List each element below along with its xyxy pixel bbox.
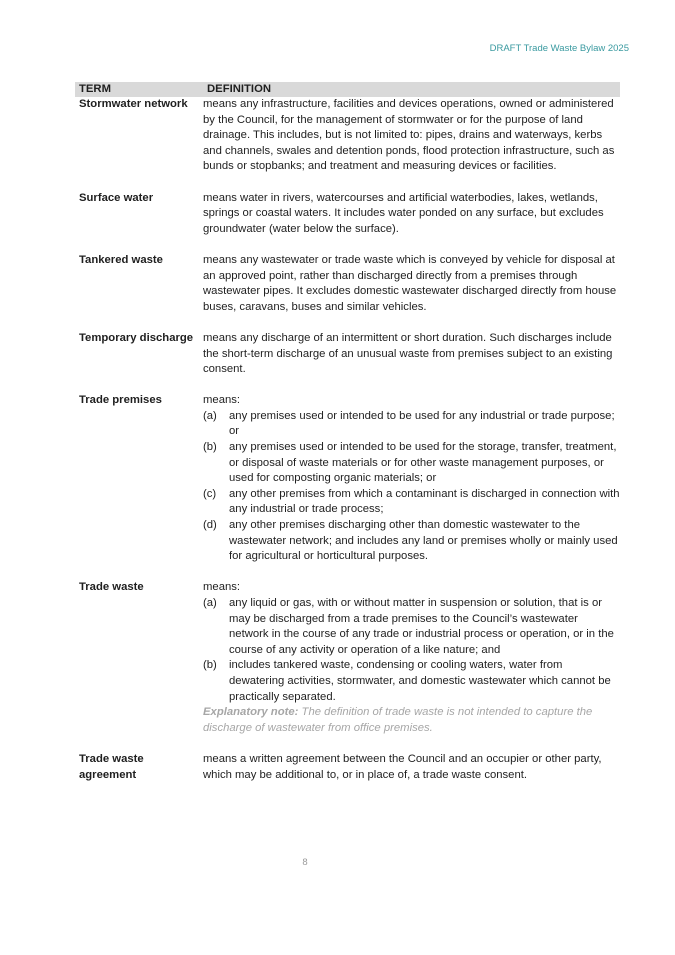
table-row (75, 253, 620, 315)
list-item-label: (b) (203, 659, 217, 672)
definition-cell (203, 580, 620, 736)
term-cell: Stormwater network (79, 98, 188, 110)
term-cell: Trade waste agreement (79, 752, 144, 781)
explanatory-note (203, 705, 620, 736)
list-item-text: any premises used or intended to be used for any industrial or trade purpose; or (229, 409, 615, 438)
column-header-term: TERM (79, 83, 112, 95)
definition-intro: means: (203, 394, 241, 407)
table-row (75, 752, 620, 783)
list-item (203, 596, 620, 658)
table-row (75, 331, 620, 378)
list-item-text: any premises used or intended to be used for the storage, transfer, treatment, or disposal of waste materials or for other waste management purposes, or used for composting organic materials; or (229, 441, 617, 485)
list-item (203, 409, 620, 440)
definition-intro: means: (203, 581, 241, 594)
document-header: DRAFT Trade Waste Bylaw 2025 (489, 43, 629, 54)
term-cell: Temporary discharge (79, 331, 194, 344)
list-item-text: any other premises from which a contaminant is discharged in connection with any industrial or trade process; (229, 487, 620, 516)
list-item-text: any other premises discharging other than domestic wastewater to the wastewater network; and includes any land or premises wholly or mainly used for agricultural or horticultural purposes. (229, 519, 618, 563)
list-item (203, 518, 620, 565)
table-row (75, 580, 620, 736)
table-row (75, 393, 620, 565)
column-header-definition: DEFINITION (207, 83, 272, 95)
definition-cell: means water in rivers, watercourses and artificial waterbodies, lakes, wetlands, springs or coastal waters. It includes water ponded on any surface, but excludes groundwater (water below the surface). (203, 191, 604, 235)
table-row (75, 191, 620, 238)
list-item-label: (a) (203, 409, 217, 422)
definition-cell: means any wastewater or trade waste which is conveyed by vehicle for disposal at an approved point, rather than discharged directly from a premises through wastewater pipes. It excludes domestic wastewater discharged directly from house buses, caravans, buses and similar vehicles. (203, 253, 617, 313)
definition-cell: means any discharge of an intermittent or short duration. Such discharges include the short-term discharge of an unusual waste from premises subject to an existing consent. (203, 331, 613, 376)
term-cell: Tankered waste (79, 253, 163, 266)
definition-cell: means a written agreement between the Council and an occupier or other party, which may be additional to, or in place of, a trade waste consent. (203, 752, 602, 781)
list-item-text: includes tankered waste, condensing or cooling waters, water from dewatering activities, stormwater, and domestic wastewater which cannot be practically separated. (229, 659, 611, 703)
definition-cell (203, 393, 620, 565)
table-header (75, 82, 620, 97)
definition-cell: means any infrastructure, facilities and devices operations, owned or administered by the Council, for the management of stormwater or for the purpose of land drainage. This includes, but is not limited to: pipes, drains and waterways, kerbs and channels, swales and detention ponds, flood protection infrastructure, such as bunds or stopbanks; and treatment and measuring devices or facilities. (203, 98, 615, 173)
list-item-label: (d) (203, 519, 217, 532)
list-item (203, 658, 620, 705)
list-item-text: any liquid or gas, with or without matter in suspension or solution, that is or may be discharged from a trade premises to the Council’s wastewater network in the course of any trade or industrial process or operation, or in the course of any activity or operation of a like nature; and (229, 597, 614, 656)
page-number: 8 (302, 857, 308, 868)
list-item-label: (b) (203, 441, 217, 454)
term-cell: Surface water (79, 191, 154, 204)
term-cell: Trade premises (79, 394, 162, 407)
term-cell: Trade waste (79, 581, 144, 594)
list-item (203, 440, 620, 487)
definitions-table (75, 82, 620, 799)
list-item-label: (a) (203, 597, 217, 609)
list-item (203, 487, 620, 518)
explanatory-note-text: The definition of trade waste is not intended to capture the discharge of wastewater from office premises. (203, 706, 593, 734)
table-row (75, 97, 620, 175)
explanatory-note-label: Explanatory note: (203, 706, 299, 719)
list-item-label: (c) (203, 487, 217, 500)
